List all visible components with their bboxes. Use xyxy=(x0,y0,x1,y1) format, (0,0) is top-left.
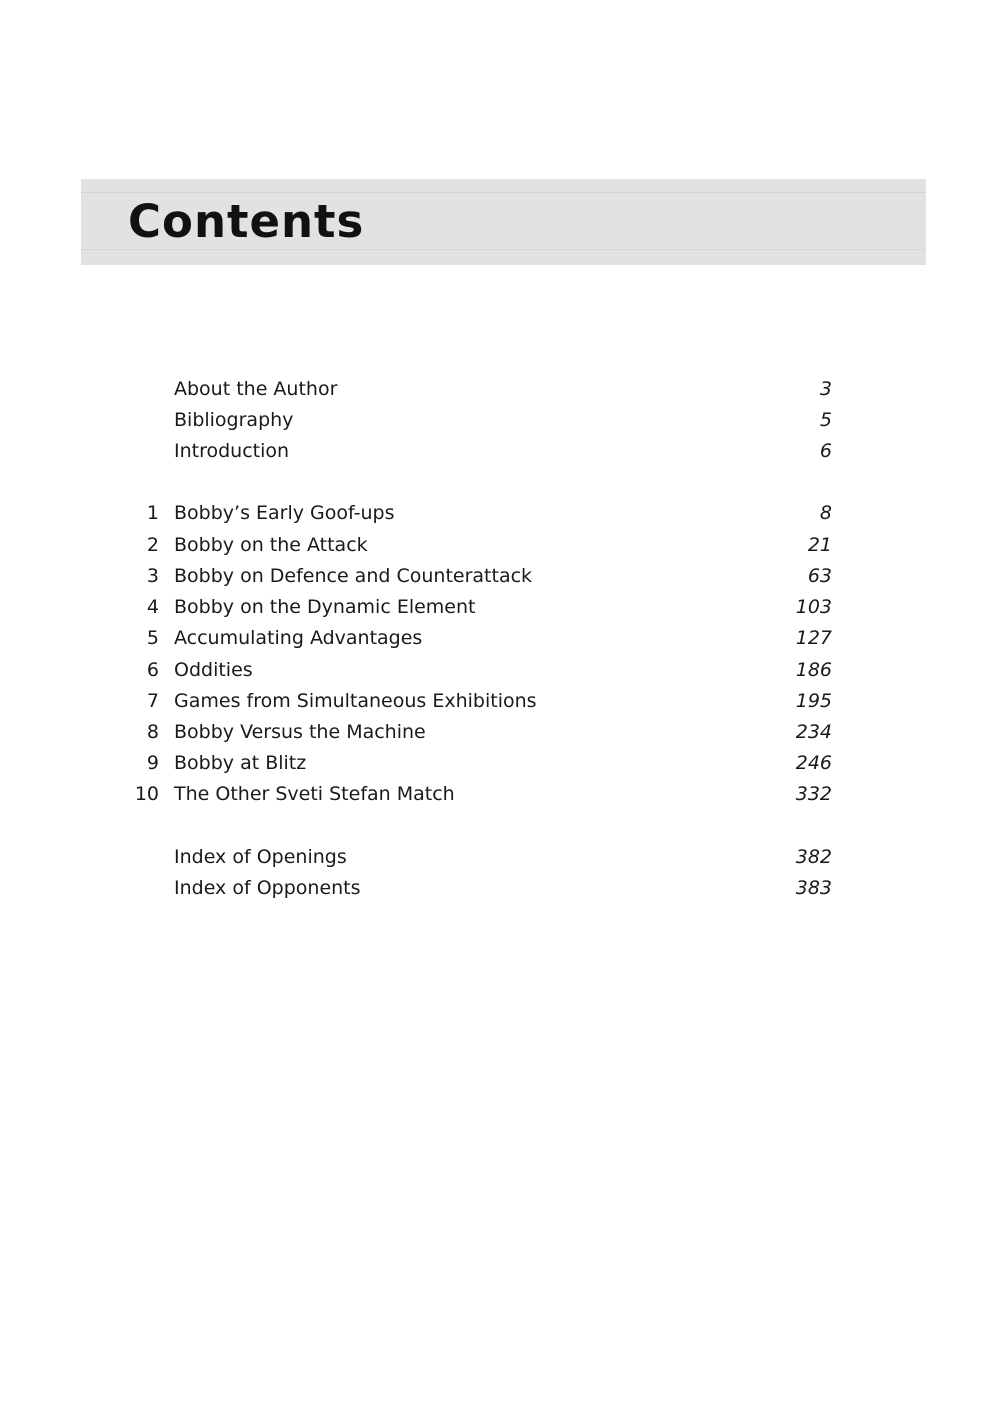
toc-entry-label: Bobby on Defence and Counterattack xyxy=(174,565,533,587)
toc-entry-label: Introduction xyxy=(174,440,290,462)
toc-chapter-6[interactable] xyxy=(0,655,1000,686)
toc-entry-page: 6 xyxy=(819,440,832,462)
toc-entry-index-of-opponents[interactable] xyxy=(0,873,1000,904)
toc-entry-label: Accumulating Advantages xyxy=(174,627,423,649)
toc-entry-page: 8 xyxy=(819,502,832,524)
toc-chapter-2[interactable] xyxy=(0,530,1000,561)
title-band-stripe-top xyxy=(81,192,926,193)
toc-chapter-number: 3 xyxy=(146,565,159,587)
toc-chapter-number: 7 xyxy=(146,690,159,712)
toc-entry-page: 382 xyxy=(795,846,832,868)
toc-chapter-1[interactable] xyxy=(0,498,1000,529)
toc-chapter-8[interactable] xyxy=(0,717,1000,748)
toc-chapter-4[interactable] xyxy=(0,592,1000,623)
toc-entry-introduction[interactable] xyxy=(0,436,1000,467)
toc-entry-page: 103 xyxy=(795,596,832,618)
toc-entry-page: 63 xyxy=(807,565,832,587)
page-title: Contents xyxy=(128,195,365,248)
toc-entry-label: Index of Opponents xyxy=(174,877,361,899)
toc-chapter-3[interactable] xyxy=(0,561,1000,592)
toc-entry-page: 246 xyxy=(795,752,832,774)
toc-entry-page: 195 xyxy=(795,690,832,712)
toc-entry-label: Games from Simultaneous Exhibitions xyxy=(174,690,537,712)
toc-entry-page: 127 xyxy=(795,627,832,649)
toc-entry-page: 5 xyxy=(819,409,832,431)
toc-chapter-number: 5 xyxy=(146,627,159,649)
toc-chapter-number: 9 xyxy=(146,752,159,774)
toc-entry-label: Bobby’s Early Goof-ups xyxy=(174,502,395,524)
toc-entry-page: 186 xyxy=(795,659,832,681)
toc-entry-page: 234 xyxy=(795,721,832,743)
toc-chapter-7[interactable] xyxy=(0,686,1000,717)
toc-chapter-number: 4 xyxy=(146,596,159,618)
toc-entry-page: 383 xyxy=(795,877,832,899)
toc-entry-label: About the Author xyxy=(174,378,338,400)
toc-chapter-9[interactable] xyxy=(0,748,1000,779)
toc-entry-bibliography[interactable] xyxy=(0,405,1000,436)
toc-entry-page: 3 xyxy=(819,378,832,400)
toc-chapter-number: 1 xyxy=(146,502,159,524)
toc-entry-label: Oddities xyxy=(174,659,253,681)
toc-entry-label: Bobby on the Dynamic Element xyxy=(174,596,476,618)
toc-entry-label: Bobby Versus the Machine xyxy=(174,721,426,743)
toc-chapter-number: 8 xyxy=(146,721,159,743)
toc-chapter-5[interactable] xyxy=(0,623,1000,654)
toc-chapter-number: 2 xyxy=(146,534,159,556)
toc-chapter-10[interactable] xyxy=(0,779,1000,810)
title-band xyxy=(81,179,926,265)
toc-entry-label: Index of Openings xyxy=(174,846,347,868)
toc-entry-label: Bibliography xyxy=(174,409,294,431)
toc-chapter-number: 10 xyxy=(134,783,159,805)
toc-entry-index-of-openings[interactable] xyxy=(0,842,1000,873)
toc-entry-page: 332 xyxy=(795,783,832,805)
toc-chapter-number: 6 xyxy=(146,659,159,681)
toc-entry-label: Bobby on the Attack xyxy=(174,534,368,556)
toc-entry-label: Bobby at Blitz xyxy=(174,752,307,774)
toc-entry-about-the-author[interactable] xyxy=(0,374,1000,405)
toc-entry-label: The Other Sveti Stefan Match xyxy=(174,783,455,805)
toc-entry-page: 21 xyxy=(807,534,832,556)
